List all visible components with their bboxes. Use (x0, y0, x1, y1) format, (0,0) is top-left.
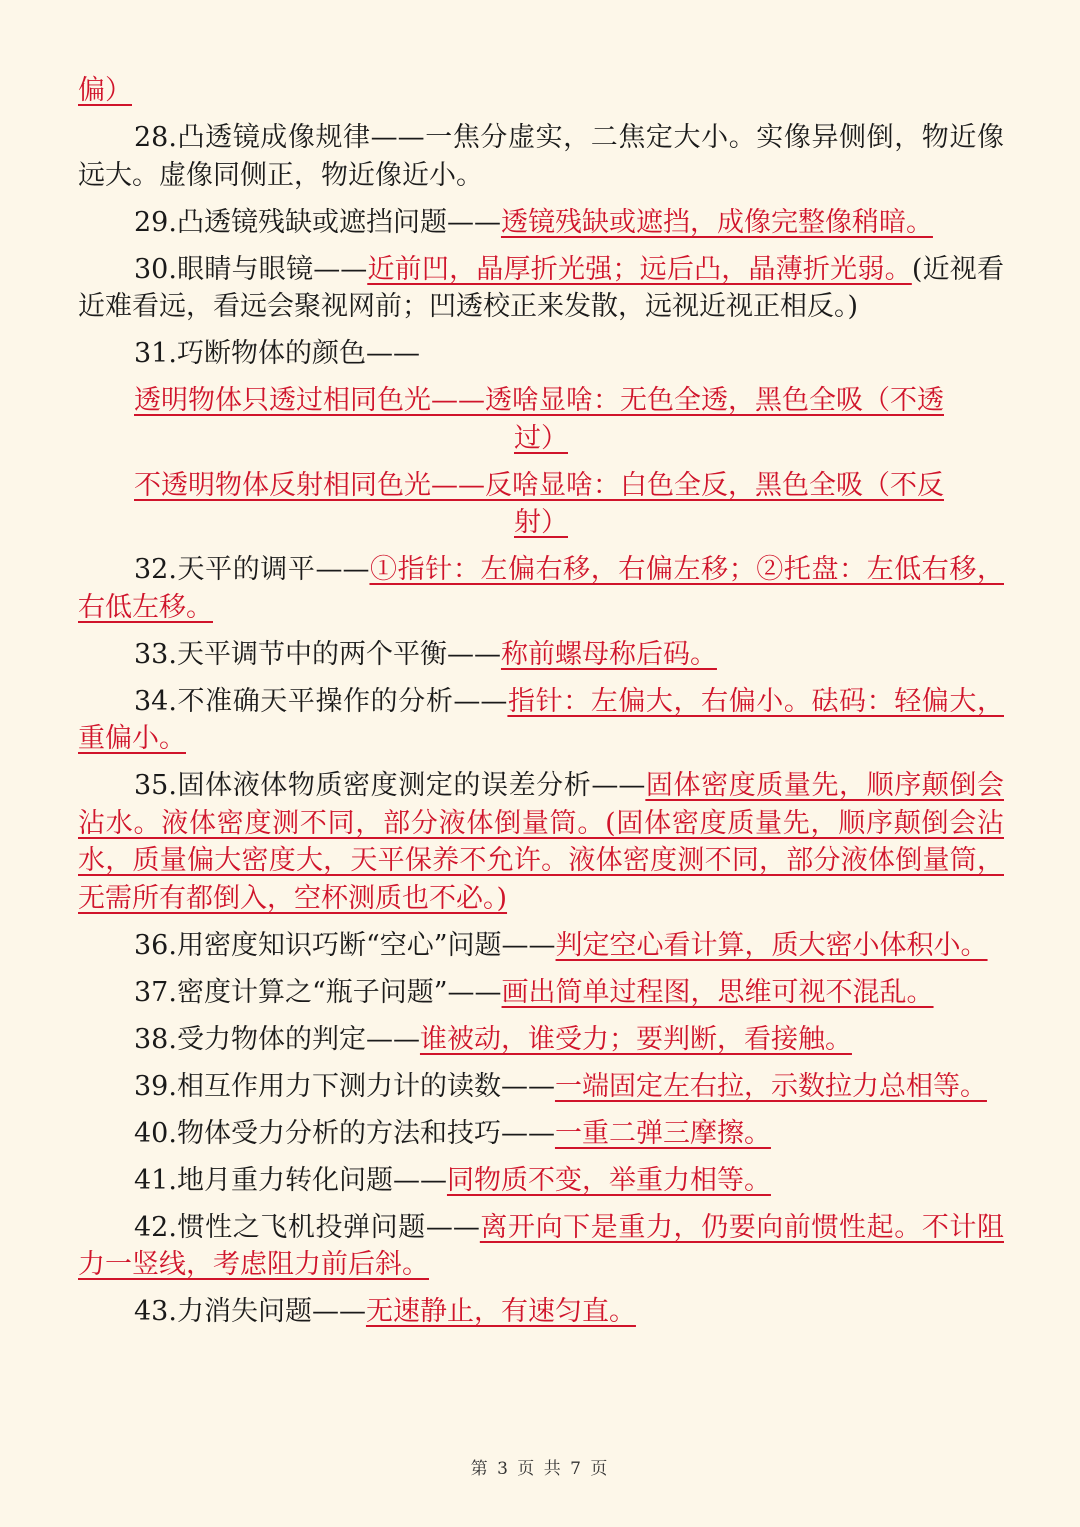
color-rule-opaque (78, 467, 1004, 542)
answer-text: 射） (514, 507, 568, 538)
item-30 (78, 251, 1004, 326)
answer-text: 近前凹，晶厚折光强；远后凸，晶薄折光弱。 (367, 253, 912, 285)
item-text: 31.巧断物体的颜色—— (134, 338, 420, 369)
answer-text: 无速静止，有速匀直。 (365, 1296, 636, 1327)
color-rule-transparent (78, 382, 1004, 457)
item-34 (78, 683, 1004, 758)
answer-text: 指针：左偏大，右偏小。砝码：轻偏大，重偏小。 (78, 685, 1004, 754)
item-29 (78, 204, 1004, 242)
item-text: 38.受力物体的判定—— (134, 1023, 420, 1055)
answer-text: 一端固定左右拉，示数拉力总相等。 (554, 1070, 987, 1102)
content-area (78, 72, 1004, 1340)
item-text: 28.凸透镜成像规律——一焦分虚实，二焦定大小。实像异侧倒，物近像远大。虚像同侧正，物近像近小。 (78, 122, 1004, 191)
item-text: 32.天平的调平—— (134, 554, 370, 585)
answer-text: 固体密度质量先，顺序颠倒会沾水。液体密度测不同，部分液体倒量筒。(固体密度质量先，顺序颠倒会沾水，质量偏大密度大，天平保养不允许。液体密度测不同，部分液体倒量筒，无需所有都倒入，空杯测质也不必。) (78, 770, 1004, 914)
answer-text: 偏） (78, 75, 132, 106)
answer-text: 不透明物体反射相同色光——反啥显啥：白色全反，黑色全吸（不反 (134, 469, 944, 501)
item-33 (78, 636, 1004, 674)
item-41 (78, 1162, 1004, 1200)
item-35 (78, 767, 1004, 917)
page-number: 第 3 页 共 7 页 (470, 1459, 610, 1479)
item-text: 40.物体受力分析的方法和技巧—— (134, 1117, 555, 1149)
answer-text: 过） (514, 422, 568, 454)
item-text: 34.不准确天平操作的分析—— (134, 685, 508, 717)
item-text: 39.相互作用力下测力计的读数—— (134, 1070, 555, 1102)
item-40 (78, 1115, 1004, 1153)
item-36 (78, 927, 1004, 965)
answer-text: 一重二弹三摩擦。 (554, 1117, 771, 1149)
answer-text: 谁被动，谁受力；要判断，看接触。 (419, 1023, 852, 1055)
item-text: 29.凸透镜残缺或遮挡问题—— (134, 206, 501, 238)
answer-text: 透镜残缺或遮挡，成像完整像稍暗。 (500, 206, 933, 238)
answer-text: 透明物体只透过相同色光——透啥显啥：无色全透，黑色全吸（不透 (134, 385, 944, 416)
item-text: 41.地月重力转化问题—— (134, 1164, 447, 1196)
item-text: 42.惯性之飞机投弹问题—— (134, 1211, 480, 1243)
answer-text: ①指针：左偏右移，右偏左移；②托盘：左低右移，右低左移。 (78, 554, 1004, 623)
item-32 (78, 551, 1004, 626)
item-42 (78, 1209, 1004, 1284)
item-text: 43.力消失问题—— (134, 1296, 366, 1327)
item-43 (78, 1293, 1004, 1331)
item-39 (78, 1068, 1004, 1106)
item-text: 35.固体液体物质密度测定的误差分析—— (134, 770, 646, 801)
answer-text: 画出简单过程图，思维可视不混乱。 (501, 976, 934, 1008)
answer-text: 同物质不变，举重力相等。 (446, 1164, 771, 1196)
paragraph-continuation (78, 72, 1004, 110)
item-text: 37.密度计算之“瓶子问题”—— (134, 976, 502, 1008)
item-text: 30.眼睛与眼镜—— (134, 253, 368, 285)
item-37 (78, 974, 1004, 1012)
item-text: 33.天平调节中的两个平衡—— (134, 638, 501, 670)
item-28 (78, 119, 1004, 194)
item-note: (近视看近难看远，看远会聚视网前；凹透校正来发散，远视近视正相反。) (78, 253, 1004, 322)
answer-text: 离开向下是重力，仍要向前惯性起。不计阻力一竖线，考虑阻力前后斜。 (78, 1211, 1004, 1280)
item-38 (78, 1021, 1004, 1059)
answer-text: 判定空心看计算，质大密小体积小。 (555, 929, 988, 961)
answer-text: 称前螺母称后码。 (500, 638, 717, 670)
item-31 (78, 335, 1004, 373)
item-text: 36.用密度知识巧断“空心”问题—— (134, 929, 556, 961)
